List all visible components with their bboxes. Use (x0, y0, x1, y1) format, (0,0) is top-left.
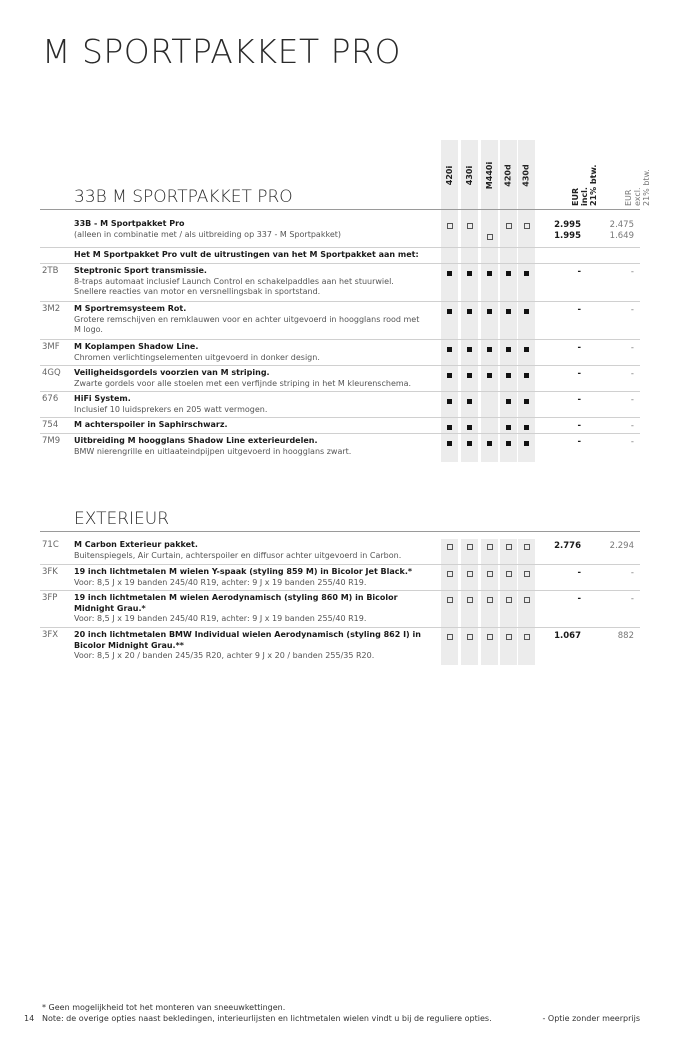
model-header-m440i (481, 142, 498, 208)
standard-marker (441, 396, 458, 407)
option-title: M Carbon Exterieur pakket. (74, 540, 198, 549)
price-header-incl (547, 142, 598, 208)
price-excl-vat: - (630, 267, 634, 277)
table-row (0, 590, 700, 627)
option-description (74, 540, 434, 561)
footnote-other-options: Note: de overige opties naast bekledingen, interieurlijsten en lichtmetalen wielen vindt u bij de reguliere opties. (42, 1014, 492, 1023)
standard-marker (461, 438, 478, 449)
optional-marker (500, 221, 517, 232)
table-row (0, 247, 700, 263)
standard-marker (461, 344, 478, 355)
standard-marker (461, 396, 478, 407)
table-row (0, 339, 700, 365)
option-title: 19 inch lichtmetalen M wielen Aerodynamisch (styling 860 M) in Bicolor Midnight Grau.* (74, 593, 398, 613)
option-code: 3FP (42, 593, 58, 603)
standard-marker (461, 306, 478, 317)
model-header-420i (441, 142, 458, 208)
price-excl-vat: - (630, 568, 634, 578)
price-excl-vat: - (630, 421, 634, 431)
table-row (0, 216, 700, 247)
section-title-exterieur: EXTERIEUR (74, 509, 170, 529)
standard-marker (461, 370, 478, 381)
option-description (74, 394, 434, 415)
option-description (74, 593, 434, 625)
option-description (74, 630, 434, 662)
option-title: M Koplampen Shadow Line. (74, 342, 199, 351)
optional-marker (461, 595, 478, 606)
price-excl-vat: - (630, 369, 634, 379)
standard-marker (441, 344, 458, 355)
optional-marker (441, 569, 458, 580)
option-description (74, 219, 434, 240)
standard-marker (441, 268, 458, 279)
price-incl-vat: - (577, 594, 581, 604)
table-row (0, 365, 700, 391)
optional-marker (500, 632, 517, 643)
option-detail: Snellere reacties van motor en versnellingsbak in sportstand. (74, 287, 321, 296)
option-description (74, 368, 434, 389)
option-description (74, 436, 434, 457)
option-title: M achterspoiler in Saphirschwarz. (74, 420, 228, 429)
price-header-line: incl. (580, 187, 589, 206)
page-title: M SPORTPAKKET PRO (42, 32, 401, 71)
price-excl-vat: - (630, 594, 634, 604)
price-header-line: EUR (571, 187, 580, 206)
footnote-snow-chains: * Geen mogelijkheid tot het monteren van sneeuwkettingen. (42, 1003, 286, 1012)
optional-marker (481, 595, 498, 606)
option-title: 20 inch lichtmetalen BMW Individual wielen Aerodynamisch (styling 862 I) in Bicolor Midnight Grau.** (74, 630, 421, 650)
optional-marker (481, 542, 498, 553)
model-header-label: M440i (485, 161, 494, 189)
option-title: M Sportremsysteem Rot. (74, 304, 187, 313)
option-code: 4GQ (42, 368, 61, 378)
standard-marker (441, 422, 458, 433)
option-description (74, 420, 434, 431)
option-title: Steptronic Sport transmissie. (74, 266, 207, 275)
option-title: HiFi System. (74, 394, 131, 403)
price-excl-vat: 1.649 (609, 231, 634, 241)
table-row (0, 433, 700, 461)
price-header-line: excl. (633, 187, 642, 206)
price-incl-vat: - (577, 437, 581, 447)
optional-marker (500, 542, 517, 553)
option-code: 3MF (42, 342, 60, 352)
price-header-line: EUR (624, 189, 633, 206)
option-title: Uitbreiding M hoogglans Shadow Line exterieurdelen. (74, 436, 318, 445)
price-incl-vat: - (577, 395, 581, 405)
option-code: 2TB (42, 266, 59, 276)
option-detail: BMW nierengrille en uitlaateindpijpen uitgevoerd in hoogglans zwart. (74, 446, 352, 456)
price-excl-vat: - (630, 437, 634, 447)
price-excl-vat: - (630, 305, 634, 315)
price-incl-vat: - (577, 305, 581, 315)
option-detail: Grotere remschijven en remklauwen voor en achter uitgevoerd in hoogglans rood met (74, 314, 420, 324)
standard-marker (500, 306, 517, 317)
price-header-label (571, 165, 598, 206)
price-header-excl (600, 142, 651, 208)
price-incl-vat: 2.995 (554, 220, 581, 230)
option-detail: M logo. (74, 325, 103, 334)
table-row (0, 537, 700, 564)
option-detail: Inclusief 10 luidsprekers en 205 watt vermogen. (74, 404, 268, 414)
option-description (74, 266, 434, 298)
option-code: 7M9 (42, 436, 61, 446)
standard-marker (500, 422, 517, 433)
optional-marker (441, 542, 458, 553)
option-code: 754 (42, 420, 59, 430)
standard-marker (481, 344, 498, 355)
option-code: 3M2 (42, 304, 61, 314)
standard-marker (461, 422, 478, 433)
option-title: Het M Sportpakket Pro vult de uitrustingen van het M Sportpakket aan met: (74, 250, 419, 259)
standard-marker (481, 438, 498, 449)
price-excl-vat: 882 (617, 631, 634, 641)
standard-marker (441, 370, 458, 381)
price-incl-vat: 1.995 (554, 231, 581, 241)
price-excl-vat: - (630, 343, 634, 353)
model-header-label: 420d (504, 163, 513, 187)
model-header-label: 420i (445, 165, 455, 185)
table-row (0, 263, 700, 301)
option-description (74, 567, 434, 588)
standard-marker (500, 344, 517, 355)
optional-marker (481, 569, 498, 580)
optional-marker (500, 569, 517, 580)
optional-marker (481, 232, 498, 243)
price-incl-vat: - (577, 568, 581, 578)
standard-marker (500, 268, 517, 279)
standard-marker (481, 268, 498, 279)
section-title-sportpakket: 33B M SPORTPAKKET PRO (74, 187, 293, 207)
optional-marker (461, 542, 478, 553)
option-detail: (alleen in combinatie met / als uitbreiding op 337 - M Sportpakket) (74, 229, 341, 239)
price-incl-vat: - (577, 343, 581, 353)
price-excl-vat: 2.294 (609, 541, 634, 551)
option-title: 33B - M Sportpakket Pro (74, 219, 185, 228)
price-header-line: 21% btw. (589, 164, 598, 206)
section-divider (40, 209, 640, 210)
option-detail: Voor: 8,5 J x 20 / banden 245/35 R20, achter 9 J x 20 / banden 255/35 R20. (74, 651, 375, 660)
standard-marker (500, 438, 517, 449)
section-divider (40, 531, 640, 532)
price-incl-vat: - (577, 421, 581, 431)
price-excl-vat: 2.475 (609, 220, 634, 230)
table-row (0, 627, 700, 662)
price-incl-vat: 1.067 (554, 631, 581, 641)
table-row (0, 301, 700, 339)
page-number: 14 (24, 1014, 35, 1023)
standard-marker (441, 438, 458, 449)
model-header-430i (461, 142, 478, 208)
option-description (74, 304, 434, 336)
option-detail: Buitenspiegels, Air Curtain, achterspoiler en diffusor achter uitgevoerd in Carbon. (74, 550, 402, 560)
option-title: Veiligheidsgordels voorzien van M striping. (74, 368, 270, 377)
price-excl-vat: - (630, 395, 634, 405)
model-header-420d (500, 142, 517, 208)
optional-marker (461, 632, 478, 643)
standard-marker (500, 396, 517, 407)
price-incl-vat: - (577, 267, 581, 277)
model-header-430d (518, 142, 535, 208)
option-code: 71C (42, 540, 59, 550)
option-code: 3FK (42, 567, 58, 577)
option-code: 676 (42, 394, 59, 404)
option-description (74, 342, 434, 363)
optional-marker (441, 595, 458, 606)
option-detail: Voor: 8,5 J x 19 banden 245/40 R19, achter: 9 J x 19 banden 255/40 R19. (74, 577, 367, 587)
option-detail: Chromen verlichtingselementen uitgevoerd in donker design. (74, 352, 320, 362)
price-header-line: 21% btw. (642, 169, 651, 206)
price-incl-vat: 2.776 (554, 541, 581, 551)
optional-marker (441, 221, 458, 232)
optional-marker (481, 632, 498, 643)
option-title: 19 inch lichtmetalen M wielen Y-spaak (styling 859 M) in Bicolor Jet Black.* (74, 567, 413, 576)
price-incl-vat: - (577, 369, 581, 379)
option-detail: Zwarte gordels voor alle stoelen met een verfijnde striping in het M kleurenschema. (74, 378, 412, 388)
table-row (0, 391, 700, 417)
standard-marker (461, 268, 478, 279)
optional-marker (461, 221, 478, 232)
table-row (0, 417, 700, 433)
standard-marker (481, 306, 498, 317)
optional-marker (500, 595, 517, 606)
legend-no-extra-cost: - Optie zonder meerprijs (542, 1014, 640, 1023)
option-detail: Voor: 8,5 J x 19 banden 245/40 R19, achter: 9 J x 19 banden 255/40 R19. (74, 614, 367, 623)
option-code: 3FX (42, 630, 59, 640)
optional-marker (461, 569, 478, 580)
option-description (74, 250, 434, 261)
option-detail: 8-traps automaat inclusief Launch Control en schakelpaddles aan het stuurwiel. (74, 276, 394, 286)
price-header-label (624, 169, 651, 206)
model-header-label: 430i (465, 165, 475, 185)
optional-marker (441, 632, 458, 643)
standard-marker (500, 370, 517, 381)
standard-marker (481, 370, 498, 381)
table-row (0, 564, 700, 590)
standard-marker (441, 306, 458, 317)
model-header-label: 430d (522, 163, 531, 187)
